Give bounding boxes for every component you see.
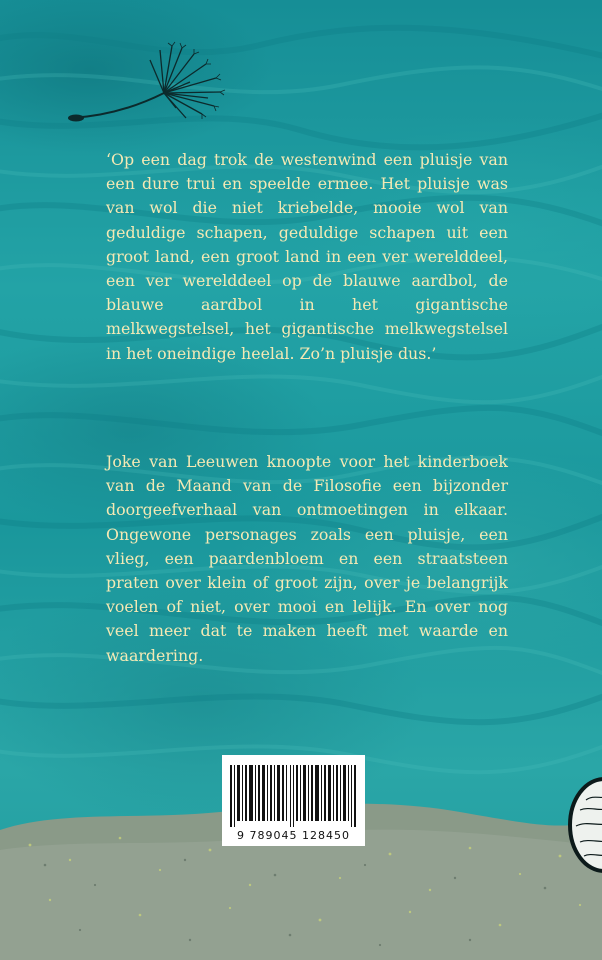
blurb-description [106, 450, 508, 668]
blurb-quote [106, 148, 508, 366]
description-text: Joke van Leeuwen knoopte voor het kinderboek van de Maand van de Filosofie een bijzonder doorgeefverhaal van ontmoetingen in elkaar. Ongewone personages zoals een pluisje, een vlieg, een paardenbloem en een straatsteen praten over klein of groot zijn, over je belangrijk voelen of niet, over mooi en lelijk. En over nog veel meer dat te maken heeft met waarde en waardering. [106, 452, 508, 665]
dandelion-seed-icon [64, 38, 234, 130]
isbn-number: 9 789045 128450 [237, 829, 350, 842]
pebble-illustration [560, 770, 602, 880]
barcode-bars [230, 765, 357, 827]
barcode [222, 755, 365, 846]
quote-text: ‘Op een dag trok de westenwind een pluisje van een dure trui en speelde ermee. Het pluisje was van wol die niet kriebelde, mooie wol van geduldige schapen, geduldige schapen uit een groot land, een groot land in een ver werelddeel, een ver werelddeel op de blauwe aardbol, de blauwe aardbol in het gigantische melkwegstelsel, het gigantische melkwegstelsel in het oneindige heelal. Zo’n pluisje dus.’ [106, 150, 508, 363]
